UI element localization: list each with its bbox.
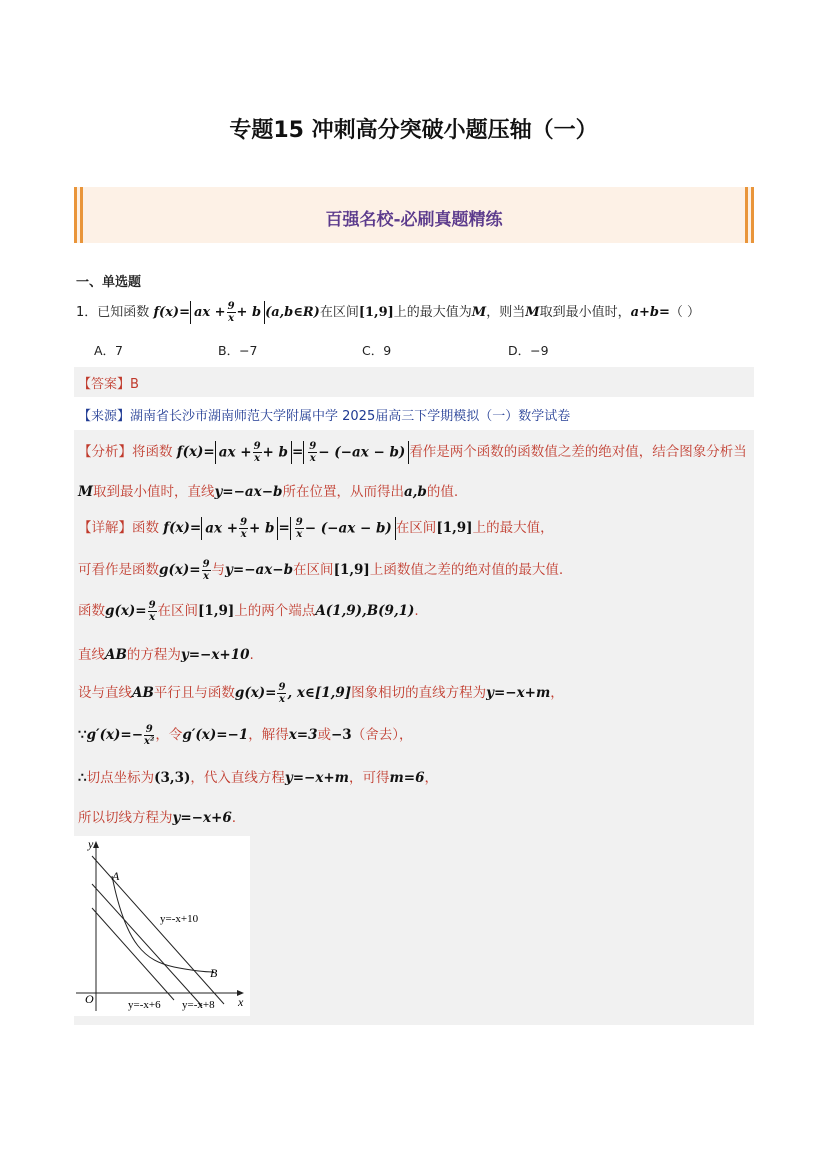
detail-frac-2 [295,517,304,540]
because-symbol: ∵ [78,727,87,743]
detail-eq-sign: = [278,520,290,536]
detail-interval-3: [1,9] [198,603,235,619]
detail-ab-eq: y=−x+10 [180,647,250,663]
option-b[interactable]: B．−7 [218,343,258,358]
detail-frac2-num: 9 [295,516,303,528]
detail-line-5 [78,681,564,705]
detail-tangent-point: (3,3) [154,770,191,786]
detail-text1b: 上的最大值， [472,520,554,536]
detail-points: A(1,9),B(9,1) [315,603,415,619]
detail-x3: x=3 [288,727,318,743]
q-abs [190,301,265,324]
detail-g2-den: x [149,611,156,623]
detail-text3a: 函数 [78,603,105,619]
detail-abs-2 [290,517,396,540]
detail-g3-frac [277,682,286,705]
detail-text7b: ，代入直线方程 [190,770,285,786]
q-paren: （ ） [669,305,701,320]
analysis-term-a: ax + [218,444,252,460]
analysis-line-1 [78,440,747,464]
detail-interval: [1,9] [436,520,473,536]
q-text3: 上的最大值为 [393,305,472,320]
detail-text5c: 图象相切的直线方程为 [351,685,487,701]
detail-term-a: ax + [205,520,239,536]
detail-line-1 [78,516,554,540]
detail-gprime-set: g′(x)=−1 [182,727,249,743]
answer-block [74,367,754,397]
q-interval: [1,9] [358,305,394,320]
detail-line-8 [78,806,236,826]
detail-text3c: 上的两个端点 [234,603,316,619]
detail-g2-frac [148,600,157,623]
detail-text5b: 平行且与函数 [153,685,235,701]
detail-text7a: 切点坐标为 [86,770,155,786]
detail-g: g(x)= [159,562,201,578]
analysis-abs-1 [215,441,292,464]
detail-frac-den: x [240,528,247,540]
detail-text7c: ，可得 [348,770,390,786]
detail-g-num: 9 [202,558,210,570]
graph-svg [74,836,250,1016]
detail-rhs: − (−ax − b) [304,520,392,536]
analysis-line-2 [78,480,458,500]
detail-text3b: 在区间 [157,603,199,619]
detail-text2d: 上函数值之差的绝对值的最大值. [369,562,564,578]
detail-frac [239,517,248,540]
detail-text6b: ，解得 [248,727,289,743]
analysis-text2c: 的值. [426,484,459,500]
detail-frac2-den: x [296,528,303,540]
option-c[interactable]: C．9 [362,343,392,358]
detail-text8b: . [231,810,237,826]
detail-text1: 在区间 [395,520,437,536]
detail-final-eq: y=−x+6 [172,810,232,826]
analysis-text2b: 所在位置，从而得出 [282,484,404,500]
detail-text6c: 或 [317,727,331,743]
analysis-text: 看作是两个函数的函数值之差的绝对值，结合图象分析当 [409,444,747,460]
analysis-term-b: + b [262,444,288,460]
detail-tangent-eq: y=−x+m [486,685,551,701]
detail-line-2 [78,558,563,582]
analysis-abs-2 [303,441,409,464]
point-a-label: A [112,869,120,883]
analysis-eq-sign: = [291,444,304,460]
label-line-10: y=-x+10 [160,913,199,925]
solution-graph [74,836,250,1016]
q-cond: (a,b∈R) [265,305,320,320]
detail-text5a: 设与直线 [78,685,132,701]
detail-gprime: g′(x)=− [86,727,144,743]
label-line-8: y=-x+8 [182,999,215,1011]
q-text5: 取到最小值时， [539,305,631,320]
detail-interval-2: [1,9] [333,562,370,578]
analysis-label: 【分析】将函数 [78,444,173,460]
detail-line-3 [78,599,419,623]
detail-text3d: . [414,603,419,619]
detail-g-frac [202,559,211,582]
detail-line-6 [78,723,412,747]
detail-AB-2: AB [132,685,154,701]
detail-gprime-num: 9 [145,723,153,735]
detail-domain: , x∈[1,9] [287,685,352,701]
detail-line-7 [78,766,438,786]
q-frac-num: 9 [227,301,235,312]
analysis-frac-den: x [254,452,261,464]
q-ab: a+b= [630,305,670,320]
analysis-frac2-den: x [309,452,316,464]
analysis-frac2-num: 9 [309,440,317,452]
detail-abs-1 [201,517,278,540]
q-term-b: + b [236,305,262,320]
detail-text2b: 与 [211,562,226,578]
analysis-frac [253,441,262,464]
detail-frac-num: 9 [240,516,248,528]
option-a[interactable]: A．7 [94,343,124,358]
question-number: 1． [76,305,98,320]
banner-title: 百强名校-必刷真题精练 [325,210,503,230]
source: 【来源】湖南省长沙市湖南师范大学附属中学 2025届高三下学期模拟（一）数学试卷 [78,409,571,424]
detail-g-den: x [203,570,210,582]
detail-text5d: ， [550,685,564,701]
detail-line-eq-2: y=−x+m [284,770,349,786]
detail-g3-den: x [278,693,285,705]
detail-x-neg3: −3 [331,727,352,743]
q-func: f(x)= [153,305,190,320]
q-term-a: ax + [193,305,226,320]
q-text4: ，则当 [486,305,526,320]
y-axis-label: y [88,837,94,851]
q-frac-den: x [228,313,235,324]
detail-eq: f(x)= [163,520,202,536]
therefore-symbol: ∴ [78,770,87,786]
analysis-text2a: 取到最小值时，直线 [92,484,215,500]
detail-g2-num: 9 [148,599,156,611]
detail-text8a: 所以切线方程为 [78,810,173,826]
detail-text6a: ，令 [155,727,183,743]
detail-text2a: 可看作是函数 [78,562,159,578]
detail-text4c: . [249,647,254,663]
analysis-frac-2 [308,441,317,464]
detail-text4a: 直线 [78,647,105,663]
analysis-eq: f(x)= [176,444,215,460]
analysis-ab: a,b [403,484,427,500]
detail-label: 【详解】函数 [78,520,159,536]
detail-text6d: （舍去）， [351,727,413,743]
x-axis-label: x [238,995,244,1009]
origin-label: O [85,992,94,1006]
analysis-frac-num: 9 [253,440,261,452]
point-b-label: B [210,966,218,980]
detail-g-3: g(x)= [234,685,277,701]
page-title: 专题15 冲刺高分突破小题压轴（一） [229,118,598,143]
q-M: M [471,305,487,320]
detail-m6: m=6 [389,770,425,786]
detail-text2c: 在区间 [293,562,334,578]
label-line-6: y=-x+6 [128,999,161,1011]
detail-text4b: 的方程为 [126,647,181,663]
q-text: 已知函数 [97,305,150,320]
option-d[interactable]: D．−9 [508,343,549,358]
q-frac [227,301,236,324]
analysis-rhs: − (−ax − b) [318,444,406,460]
detail-text7d: ， [424,770,438,786]
analysis-line-eq: y=−ax−b [214,484,283,500]
analysis-M: M [78,484,93,500]
answer: 【答案】B [78,377,139,392]
line-y-neg-x-8 [92,884,202,1006]
detail-line-eq: y=−ax−b [225,562,294,578]
section-banner [74,187,754,243]
detail-gprime-den: x² [144,735,155,747]
detail-AB: AB [105,647,127,663]
q-M2: M [525,305,540,320]
detail-line-4 [78,643,254,663]
question-1 [76,301,700,324]
detail-term-b: + b [249,520,275,536]
q-text2: 在区间 [319,305,359,320]
detail-g-2: g(x)= [105,603,147,619]
section-heading: 一、单选题 [76,275,142,290]
detail-g3-num: 9 [278,681,286,693]
y-axis-arrow [93,841,99,848]
detail-gprime-frac [144,724,154,747]
